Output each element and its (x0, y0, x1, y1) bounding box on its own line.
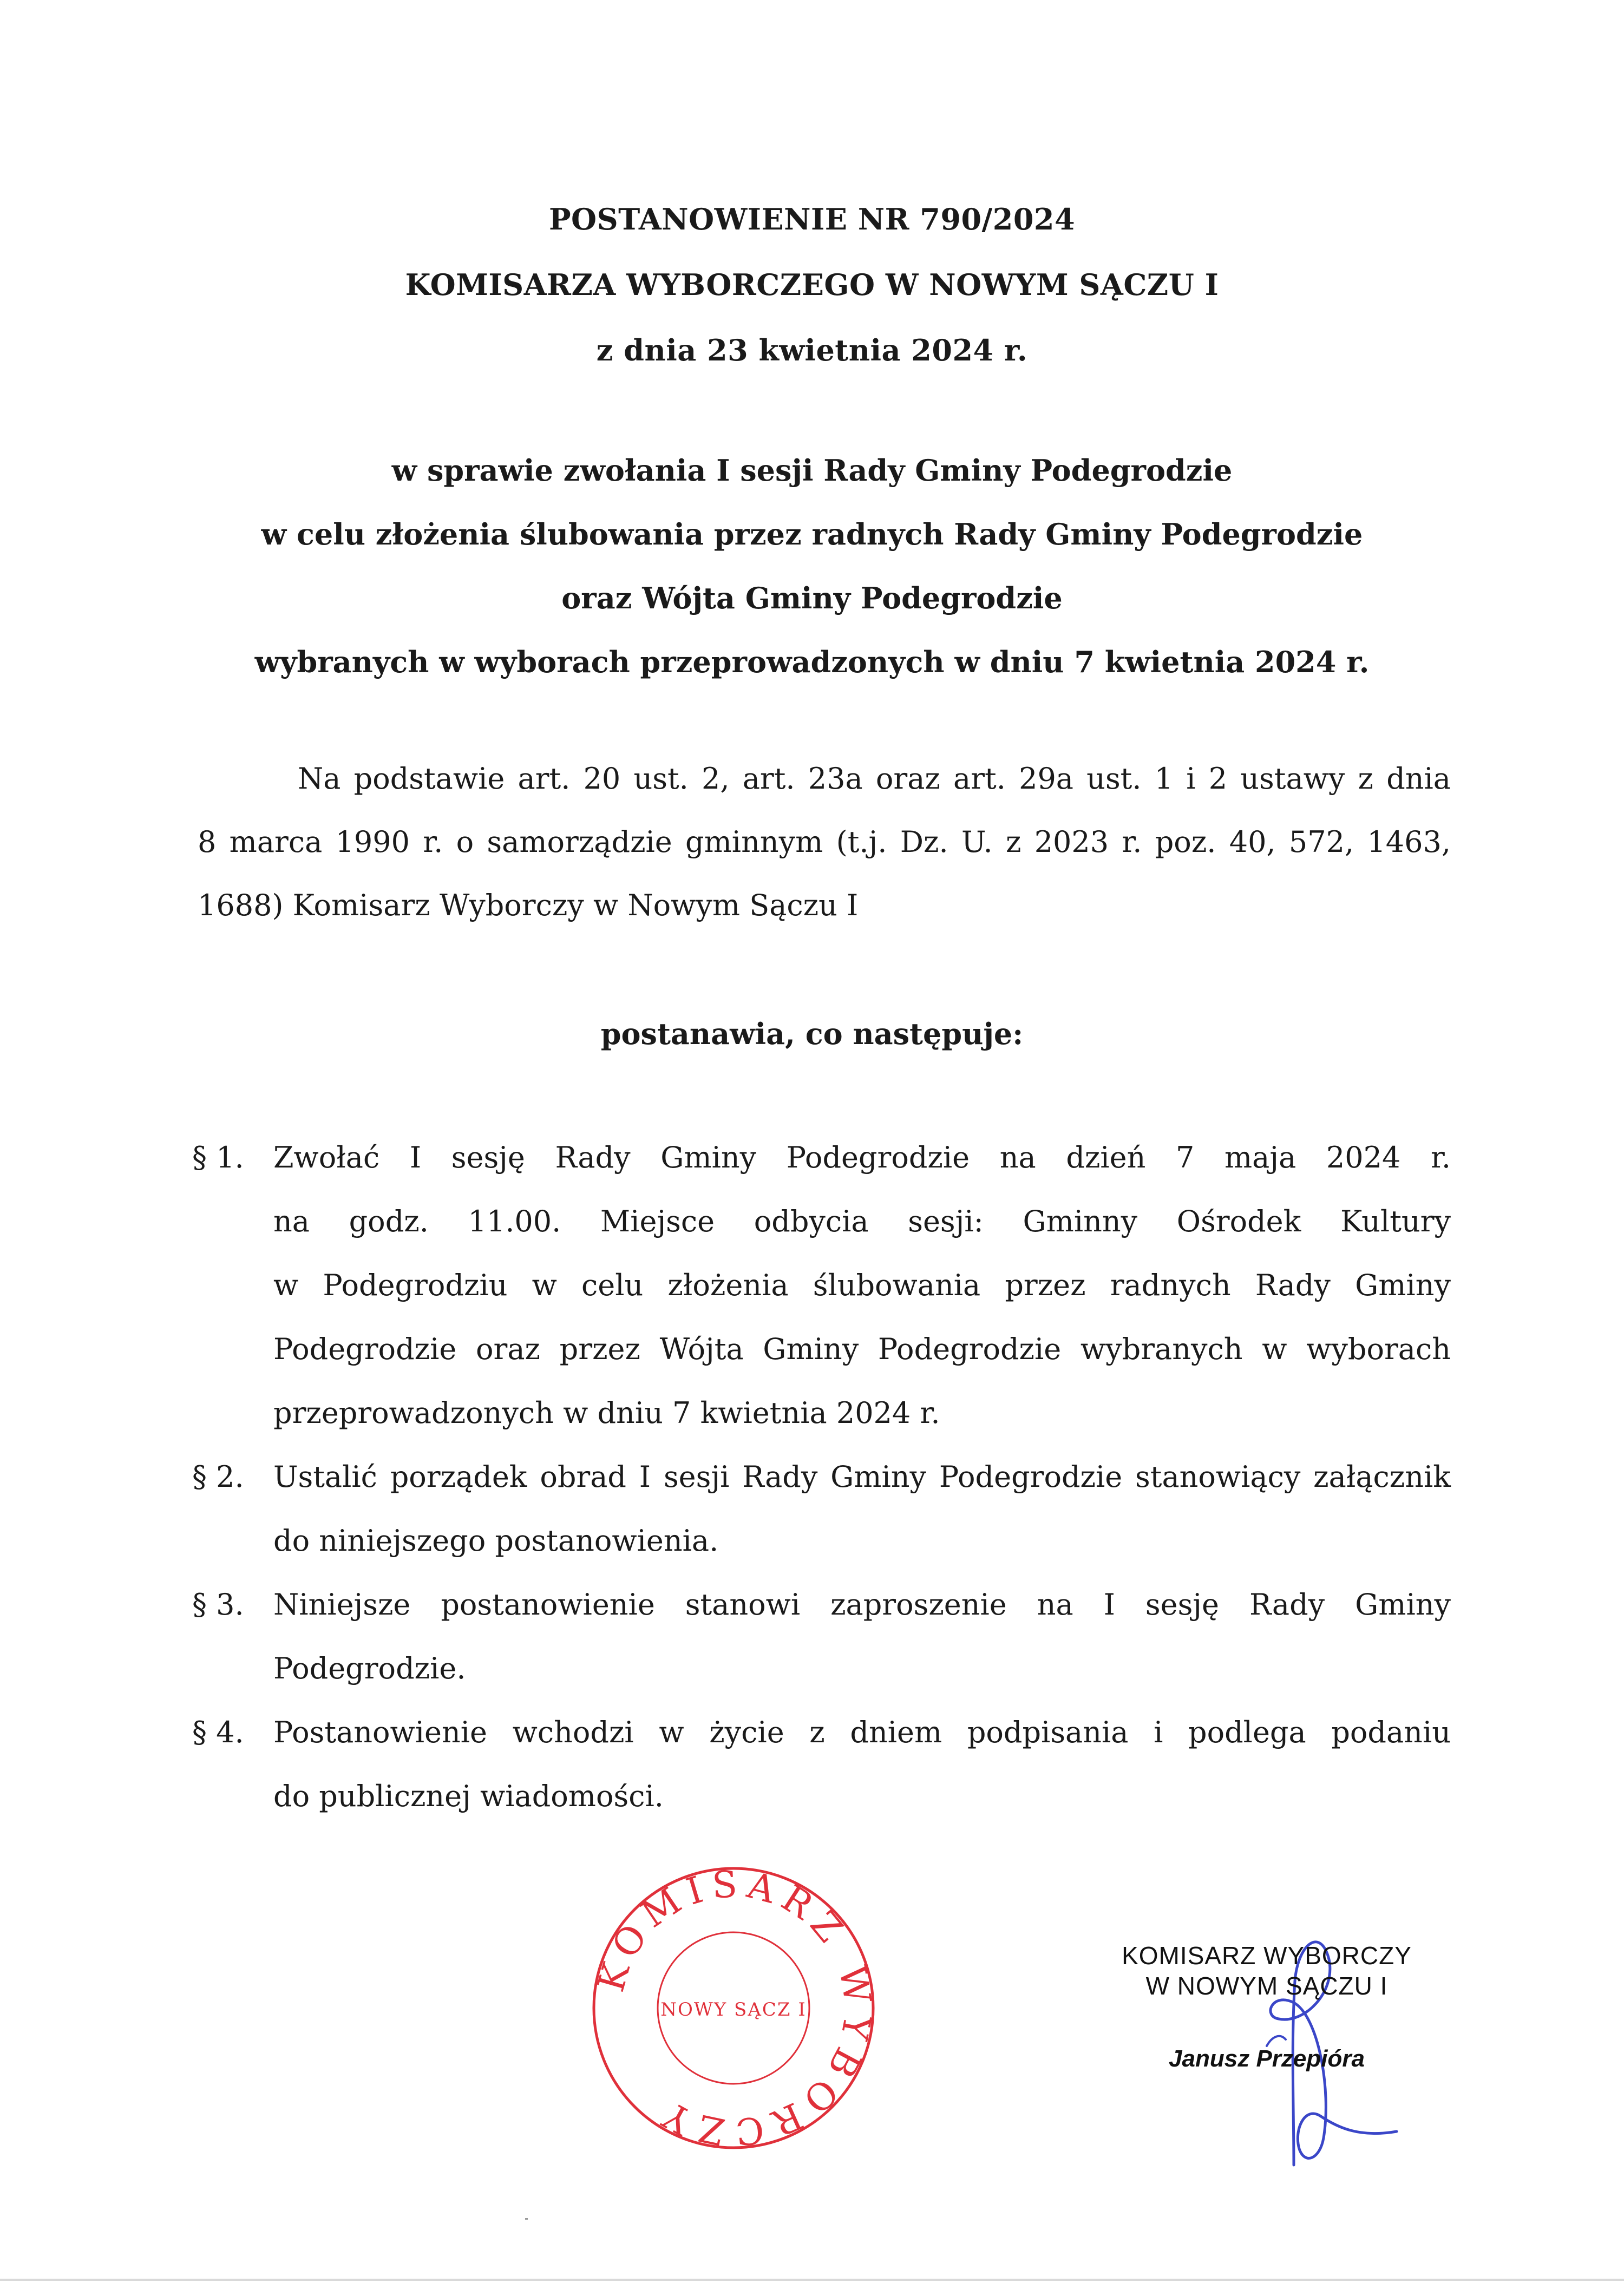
paragraph-line: Podegrodzie oraz przez Wójta Gminy Podegrodzie wybranych w wyborach (273, 1332, 1451, 1366)
paragraph-line: do publicznej wiadomości. (273, 1779, 664, 1813)
paragraph-2 (192, 1445, 1451, 1573)
paragraph-line: Postanowienie wchodzi w życie z dniem podpisania i podlega podaniu (273, 1715, 1451, 1749)
legal-basis-line: 8 marca 1990 r. o samorządzie gminnym (t.j. Dz. U. z 2023 r. poz. 40, 572, 1463, (198, 825, 1451, 859)
stamp-inner-text: NOWY SĄCZ I (660, 1999, 807, 2021)
signatory-office: W NOWYM SĄCZU I (1145, 1972, 1388, 2000)
document-title: POSTANOWIENIE NR 790/2024 (548, 202, 1076, 237)
subject-line: wybranych w wyborach przeprowadzonych w dniu 7 kwietnia 2024 r. (254, 645, 1370, 679)
paragraph-number: § 1. (192, 1140, 244, 1175)
paragraph-number: § 2. (192, 1460, 244, 1494)
paragraph-line: na godz. 11.00. Miejsce odbycia sesji: Gminny Ośrodek Kultury (273, 1204, 1451, 1238)
paragraph-line: w Podegrodziu w celu złożenia ślubowania przez radnych Rady Gminy (273, 1268, 1451, 1302)
signatory-title: KOMISARZ WYBORCZY (1122, 1941, 1412, 1970)
document-date: z dnia 23 kwietnia 2024 r. (596, 333, 1028, 368)
stamp-outer-text: KOMISARZ WYBORCZY (590, 1862, 880, 2154)
document-subject (0, 438, 1624, 694)
paragraph-number: § 3. (192, 1587, 244, 1622)
official-stamp (587, 1862, 880, 2154)
scan-speck (525, 2218, 528, 2220)
paragraph-1 (192, 1126, 1451, 1445)
signatory-name: Janusz Przepióra (1169, 2045, 1365, 2072)
paragraph-line: przeprowadzonych w dniu 7 kwietnia 2024 r. (273, 1396, 940, 1430)
decision-paragraphs (192, 1126, 1451, 1828)
issuing-authority: KOMISARZA WYBORCZEGO W NOWYM SĄCZU I (405, 267, 1219, 302)
document-header (0, 187, 1624, 383)
decision-heading: postanawia, co następuje: (600, 1016, 1024, 1051)
signature-block (1029, 1940, 1505, 2072)
legal-basis-line: Na podstawie art. 20 ust. 2, art. 23a oraz art. 29a ust. 1 i 2 ustawy z dnia (298, 762, 1451, 796)
subject-line: w sprawie zwołania I sesji Rady Gminy Podegrodzie (391, 453, 1233, 488)
paragraph-line: Zwołać I sesję Rady Gminy Podegrodzie na dzień 7 maja 2024 r. (273, 1140, 1451, 1175)
paragraph-line: Podegrodzie. (273, 1651, 466, 1685)
legal-basis-line: 1688) Komisarz Wyborczy w Nowym Sączu I (198, 888, 859, 922)
subject-line: oraz Wójta Gminy Podegrodzie (561, 581, 1063, 615)
paragraph-line: Ustalić porządek obrad I sesji Rady Gminy Podegrodzie stanowiący załącznik (273, 1460, 1451, 1494)
paragraph-line: do niniejszego postanowienia. (273, 1524, 719, 1558)
legal-basis (198, 747, 1451, 937)
scan-bottom-edge (0, 2279, 1624, 2281)
paragraph-4 (192, 1701, 1451, 1828)
subject-line: w celu złożenia ślubowania przez radnych Rady Gminy Podegrodzie (261, 517, 1363, 552)
paragraph-line: Niniejsze postanowienie stanowi zaproszenie na I sesję Rady Gminy (273, 1587, 1451, 1622)
paragraph-number: § 4. (192, 1715, 244, 1749)
paragraph-3 (192, 1573, 1451, 1701)
